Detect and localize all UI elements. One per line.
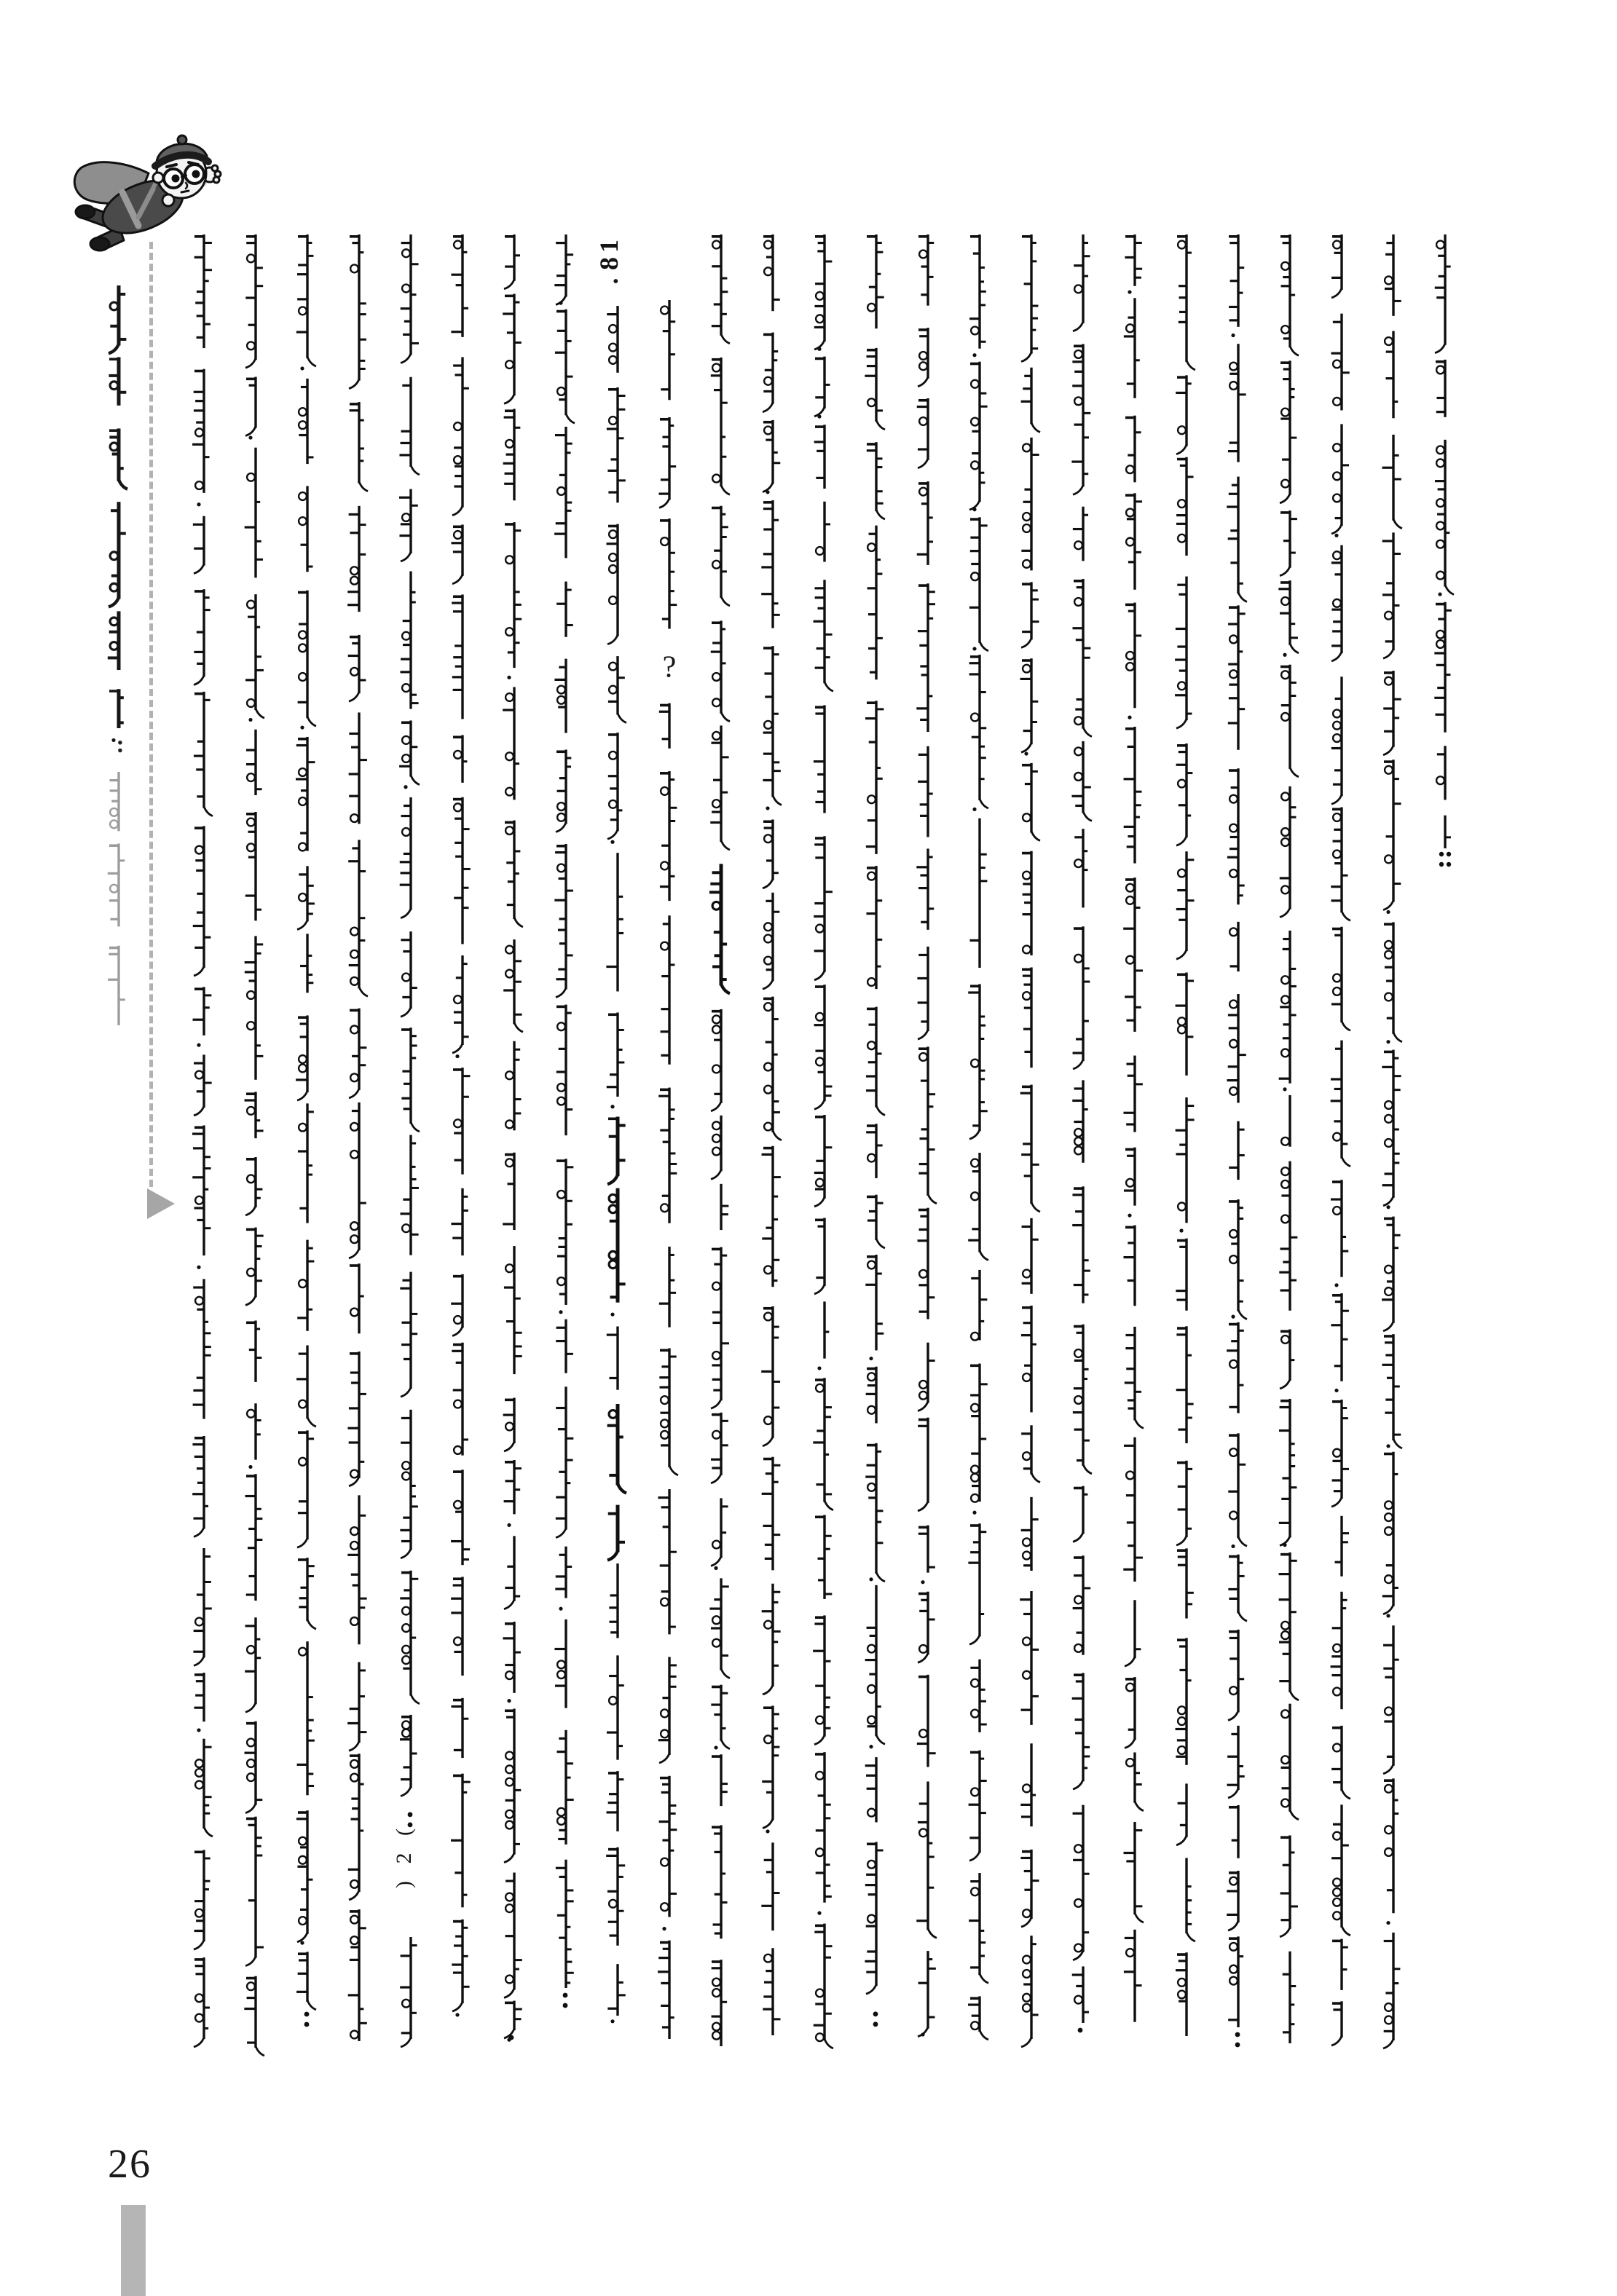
text-column	[1123, 234, 1144, 2022]
text-column	[1278, 234, 1299, 2043]
text-column	[503, 234, 523, 2042]
text-column	[1382, 234, 1402, 2048]
text-column	[865, 234, 885, 2027]
svg-text:?: ?	[662, 650, 677, 685]
svg-text:1: 1	[594, 240, 623, 253]
text-column	[1434, 234, 1454, 867]
svg-text:8: 8	[594, 257, 623, 270]
text-column	[968, 234, 988, 2040]
text-column	[709, 234, 730, 2046]
text-column	[108, 772, 125, 1025]
text-column	[916, 234, 937, 2037]
text-column	[296, 234, 316, 2027]
text-column	[1227, 234, 1247, 2047]
svg-text:2: 2	[392, 1853, 416, 1864]
text-column	[108, 285, 127, 742]
text-column	[1175, 234, 1195, 2036]
text-column	[554, 234, 575, 2008]
svg-text:): )	[392, 1881, 416, 1888]
text-column	[813, 234, 833, 2048]
text-column	[392, 234, 420, 2047]
svg-text:.: .	[594, 277, 623, 285]
text-column	[594, 240, 626, 2023]
text-column	[451, 234, 471, 2017]
text-column	[658, 300, 678, 2039]
text-column	[192, 234, 213, 2047]
svg-text:(: (	[392, 1828, 416, 1836]
text-column	[244, 234, 264, 2056]
text-column	[1071, 234, 1092, 2032]
page-number: 26	[108, 2142, 152, 2187]
text-column	[1020, 234, 1040, 2047]
text-column	[347, 234, 368, 2041]
header-colon: :	[116, 731, 125, 758]
text-column	[761, 234, 782, 2035]
footer-tab-bar	[121, 2205, 146, 2296]
text-column	[1331, 234, 1350, 2046]
